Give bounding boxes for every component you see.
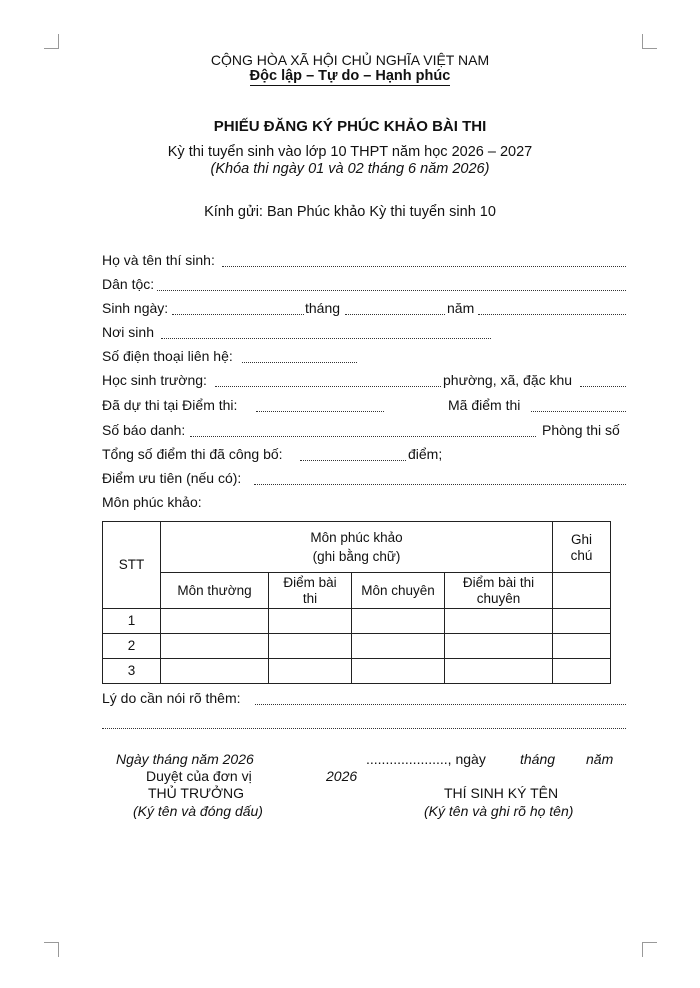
row-cell[interactable] [161, 659, 269, 684]
field-reason-line[interactable] [255, 704, 626, 705]
field-school-line[interactable] [215, 386, 441, 387]
footer-date-left: Ngày tháng năm 2026 [116, 751, 254, 767]
field-birthplace-line[interactable] [161, 338, 491, 339]
header-regular-subject: Môn thường [161, 573, 269, 609]
motto-text: Độc lập – Tự do – Hạnh phúc [249, 68, 451, 84]
field-reason-label: Lý do cần nói rõ thêm: [102, 690, 241, 706]
field-priority-line[interactable] [254, 484, 626, 485]
header-note-blank [553, 573, 611, 609]
field-reason-line-2[interactable] [102, 728, 626, 729]
field-ward-label: phường, xã, đặc khu [443, 372, 573, 388]
exam-name: Kỳ thi tuyển sinh vào lớp 10 THPT năm học 2026 – 2027 [167, 144, 533, 160]
row-cell[interactable] [161, 609, 269, 634]
field-dob-label: Sinh ngày: [102, 300, 169, 316]
row-cell[interactable] [553, 609, 611, 634]
header-specialized-subject: Môn chuyên [352, 573, 445, 609]
header-note [553, 522, 611, 573]
field-priority-label: Điểm ưu tiên (nếu có): [102, 470, 242, 486]
national-motto [0, 68, 700, 84]
field-candidate-no-line[interactable] [190, 436, 536, 437]
row-cell[interactable] [352, 659, 445, 684]
footer-head-sign-note: (Ký tên và đóng dấu) [133, 803, 263, 819]
row-cell[interactable] [352, 634, 445, 659]
field-dob-day-line[interactable] [172, 314, 304, 315]
field-room-label: Phòng thi số [542, 422, 620, 438]
row-number: 3 [103, 659, 161, 684]
country-name: CỘNG HÒA XÃ HỘI CHỦ NGHĨA VIỆT NAM [210, 52, 490, 68]
footer-approval: Duyệt của đơn vị [146, 768, 252, 784]
field-ward-line[interactable] [580, 386, 626, 387]
row-cell[interactable] [352, 609, 445, 634]
field-full-name-line[interactable] [222, 266, 626, 267]
footer-candidate-sign: THÍ SINH KÝ TÊN [444, 785, 559, 801]
header-subjects-note: (ghi bằng chữ) [312, 548, 401, 564]
header-subjects [161, 522, 553, 573]
footer-year: 2026 [326, 768, 358, 784]
field-school-label: Học sinh trường: [102, 372, 207, 388]
header-stt: STT [103, 522, 161, 609]
exam-dates: (Khóa thi ngày 01 và 02 tháng 6 năm 2026) [210, 161, 490, 177]
field-site-code-label: Mã điểm thi [448, 397, 521, 413]
row-number: 1 [103, 609, 161, 634]
field-birthplace-label: Nơi sinh [102, 324, 154, 340]
row-cell[interactable] [269, 659, 352, 684]
row-cell[interactable] [445, 634, 553, 659]
field-ethnicity-line[interactable] [157, 290, 626, 291]
row-cell[interactable] [269, 634, 352, 659]
header-subjects-title: Môn phúc khảo [310, 529, 403, 545]
row-cell[interactable] [269, 609, 352, 634]
field-exam-site-line[interactable] [256, 411, 384, 412]
footer-date-right-year: năm [586, 751, 614, 767]
field-subjects-label: Môn phúc khảo: [102, 494, 202, 510]
field-score-unit: điểm; [408, 446, 443, 462]
row-cell[interactable] [553, 634, 611, 659]
field-dob-year-label: năm [447, 300, 475, 316]
field-total-score-line[interactable] [300, 460, 406, 461]
field-dob-year-line[interactable] [478, 314, 626, 315]
field-site-code-line[interactable] [531, 411, 626, 412]
field-full-name-label: Họ và tên thí sinh: [102, 252, 215, 268]
row-cell[interactable] [445, 609, 553, 634]
field-phone-label: Số điện thoại liên hệ: [102, 348, 233, 364]
field-dob-month-line[interactable] [345, 314, 445, 315]
field-dob-month-label: tháng [305, 300, 341, 316]
field-phone-line[interactable] [242, 362, 357, 363]
form-title: PHIẾU ĐĂNG KÝ PHÚC KHẢO BÀI THI [213, 118, 487, 135]
row-number: 2 [103, 634, 161, 659]
table-row [103, 634, 611, 659]
field-candidate-no-label: Số báo danh: [102, 422, 186, 438]
footer-date-right-month: tháng [520, 751, 556, 767]
field-exam-site-label: Đã dự thi tại Điểm thi: [102, 397, 238, 413]
row-cell[interactable] [445, 659, 553, 684]
table-row [103, 609, 611, 634]
corner-mark-bottom-right [642, 942, 657, 957]
footer-head-title: THỦ TRƯỞNG [148, 785, 245, 801]
row-cell[interactable] [161, 634, 269, 659]
subjects-table [102, 521, 611, 684]
footer-candidate-sign-note: (Ký tên và ghi rõ họ tên) [424, 803, 574, 819]
corner-mark-top-right [642, 34, 657, 49]
field-ethnicity-label: Dân tộc: [102, 276, 155, 292]
header-specialized-score: Điểm bài thi chuyên [445, 573, 553, 609]
row-cell[interactable] [553, 659, 611, 684]
field-total-score-label: Tổng số điểm thi đã công bố: [102, 446, 283, 462]
recipient-line: Kính gửi: Ban Phúc khảo Kỳ thi tuyển sinh 10 [204, 204, 496, 220]
table-row [103, 659, 611, 684]
header-note-text: Ghi chú [570, 532, 593, 563]
corner-mark-top-left [44, 34, 59, 49]
footer-date-right-dots: ....................., ngày [366, 751, 486, 767]
corner-mark-bottom-left [44, 942, 59, 957]
header-score: Điểm bài thi [269, 573, 352, 609]
